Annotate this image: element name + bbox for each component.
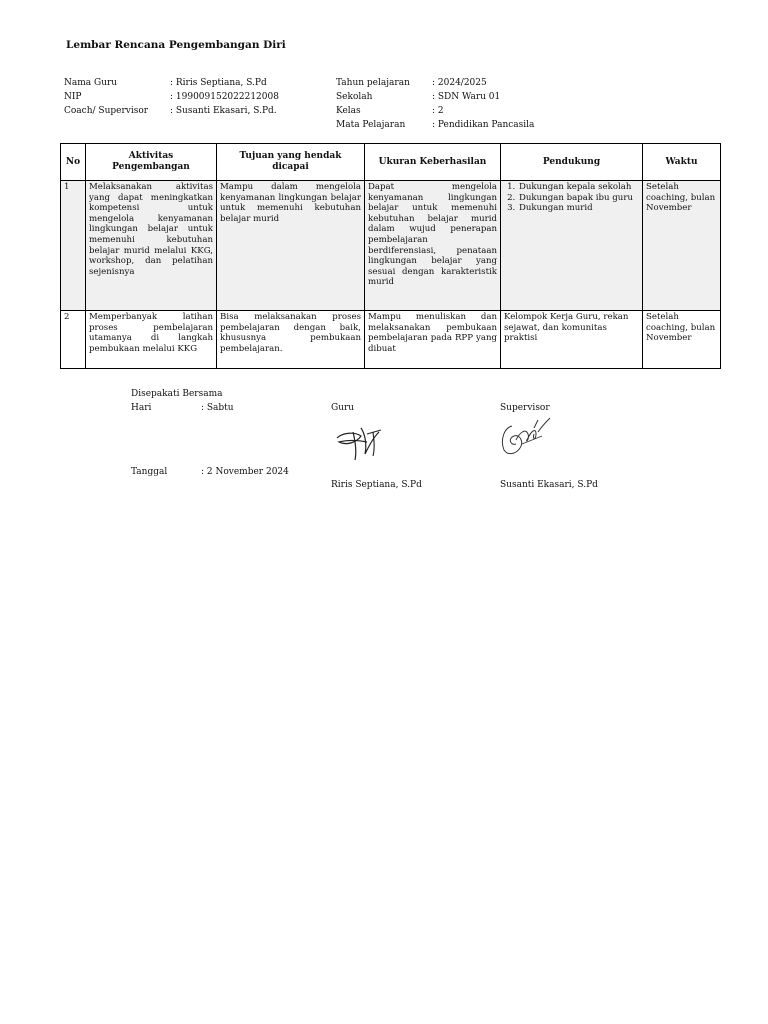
document-title: Lembar Rencana Pengembangan Diri <box>66 39 286 51</box>
supervisor-signature <box>498 414 554 460</box>
school-info <box>336 76 534 132</box>
cell-tujuan: Bisa melaksanakan proses pembelajaran dengan baik, khususnya pembukaan pembelajaran. <box>217 311 365 369</box>
info-value: : 2024/2025 <box>432 78 487 88</box>
header-no: No <box>61 144 86 181</box>
supervisor-label: Supervisor <box>500 403 550 413</box>
guru-signature <box>333 420 385 466</box>
tanggal-value: : 2 November 2024 <box>201 467 289 477</box>
info-row-supervisor <box>64 104 279 118</box>
cell-tujuan: Mampu dalam mengelola kenyamanan lingkungan belajar untuk memenuhi kebutuhan belajar murid <box>217 181 365 311</box>
cell-pendukung: Kelompok Kerja Guru, rekan sejawat, dan komunitas praktisi <box>501 311 643 369</box>
header-ukuran: Ukuran Keberhasilan <box>365 144 501 181</box>
info-label: Tahun pelajaran <box>336 78 410 88</box>
cell-waktu: Setelah coaching, bulan November <box>643 181 721 311</box>
cell-no: 1 <box>61 181 86 311</box>
list-item: 1. Dukungan kepala sekolah <box>518 182 639 193</box>
header-tujuan: Tujuan yang hendak dicapai <box>217 144 365 181</box>
guru-name: Riris Septiana, S.Pd <box>331 480 422 490</box>
info-value: : Susanti Ekasari, S.Pd. <box>170 106 277 116</box>
info-value: : 199009152022212008 <box>170 92 279 102</box>
info-value: : SDN Waru 01 <box>432 92 501 102</box>
support-list <box>504 182 639 214</box>
cell-no: 2 <box>61 311 86 369</box>
hari-label: Hari <box>131 403 152 413</box>
cell-ukuran: Dapat mengelola kenyamanan lingkungan belajar untuk memenuhi kebutuhan belajar murid dalam wujud penerapan pembelajaran berdiferensiasi, penataan lingkungan belajar yang sesuai dengan karakteristik murid <box>365 181 501 311</box>
list-item: 2. Dukungan bapak ibu guru <box>518 193 639 204</box>
header-waktu: Waktu <box>643 144 721 181</box>
info-label: NIP <box>64 92 82 102</box>
info-row-mapel <box>336 118 534 132</box>
info-value: : Pendidikan Pancasila <box>432 120 535 130</box>
development-plan-table <box>60 143 721 369</box>
hari-value: : Sabtu <box>201 403 234 413</box>
table-header-row <box>61 144 721 181</box>
guru-label: Guru <box>331 403 355 413</box>
table-row <box>61 181 721 311</box>
info-row-nip <box>64 90 279 104</box>
info-value: : 2 <box>432 106 444 116</box>
cell-ukuran: Mampu menuliskan dan melaksanakan pembukaan pembelajaran pada RPP yang dibuat <box>365 311 501 369</box>
agreement-heading: Disepakati Bersama <box>131 389 223 399</box>
info-label: Kelas <box>336 106 361 116</box>
cell-aktivitas: Memperbanyak latihan proses pembelajaran utamanya di langkah pembukaan melalui KKG <box>86 311 217 369</box>
info-row-kelas <box>336 104 534 118</box>
cell-aktivitas: Melaksanakan aktivitas yang dapat meningkatkan kompetensi untuk mengelola kenyamanan lingkungan belajar untuk memenuhi kebutuhan belajar murid melalui KKG, workshop, dan pelatihan sejenisnya <box>86 181 217 311</box>
info-label: Sekolah <box>336 92 373 102</box>
info-row-sekolah <box>336 90 534 104</box>
supervisor-name: Susanti Ekasari, S.Pd <box>500 480 598 490</box>
info-value: : Riris Septiana, S.Pd <box>170 78 267 88</box>
info-label: Nama Guru <box>64 78 118 88</box>
info-label: Mata Pelajaran <box>336 120 406 130</box>
tanggal-label: Tanggal <box>131 467 168 477</box>
info-label: Coach/ Supervisor <box>64 106 149 116</box>
info-row-nama-guru <box>64 76 279 90</box>
cell-pendukung <box>501 181 643 311</box>
list-item: 3. Dukungan murid <box>518 203 639 214</box>
header-pendukung: Pendukung <box>501 144 643 181</box>
header-aktivitas: Aktivitas Pengembangan <box>86 144 217 181</box>
cell-waktu: Setelah coaching, bulan November <box>643 311 721 369</box>
info-row-tahun <box>336 76 534 90</box>
table-row <box>61 311 721 369</box>
teacher-info <box>64 76 279 118</box>
